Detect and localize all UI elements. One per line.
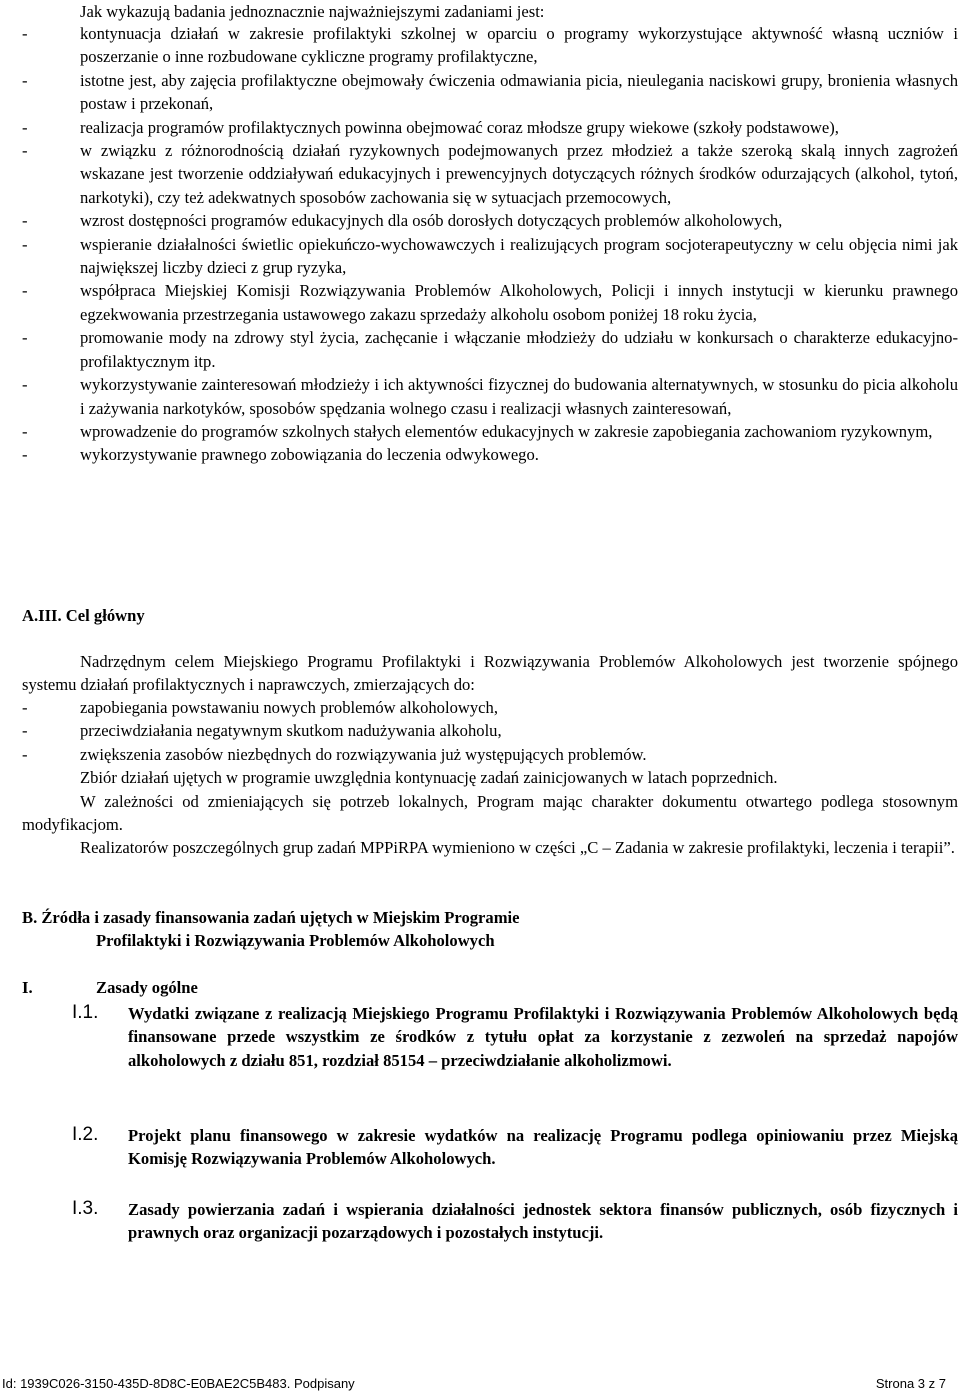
bullet-marker: - xyxy=(22,141,28,161)
bullet-marker: - xyxy=(22,281,28,301)
task-list xyxy=(22,22,958,467)
item-number: I.1. xyxy=(72,1002,99,1023)
bullet-marker: - xyxy=(22,328,28,348)
list-item: - istotne jest, aby zajęcia profilaktyczne obejmowały ćwiczenia odmawiania picia, nieulegania naciskowi grupy, bronienia własnych postaw i przekonań, xyxy=(22,70,958,114)
paragraph: Zbiór działań ujętych w programie uwzględnia kontynuację zadań zainicjowanych w latach poprzednich. xyxy=(80,768,778,787)
bullet-marker: - xyxy=(22,234,28,254)
bullet-marker: - xyxy=(22,211,28,231)
bullet-marker: - xyxy=(22,445,28,465)
bullet-marker: - xyxy=(22,117,28,137)
item-text: Zasady powierzania zadań i wspierania działalności jednostek sektora finansów publicznych, osób fizycznych i prawnych oraz organizacji pozarządowych i pozostałych instytucji. xyxy=(128,1200,958,1243)
bullet-marker: - xyxy=(22,421,28,441)
section-b-heading-line1: B. Źródła i zasady finansowania zadań ujętych w Miejskim Programie xyxy=(22,908,520,927)
bullet-marker: - xyxy=(22,698,28,717)
section-b-heading xyxy=(22,906,520,953)
section-i-number: I. xyxy=(22,978,33,997)
item-text: Wydatki związane z realizacją Miejskiego Programu Profilaktyki i Rozwiązywania Problemów Alkoholowych będą finansowane przede wszystkim ze środków z tytułu opłat za korzystanie z zezwoleń na sprzedaż napojów alkoholowych z działu 851, rozdział 85154 – przeciwdziałanie alkoholizmowi. xyxy=(128,1004,958,1070)
paragraph: W zależności od zmieniających się potrzeb lokalnych, Program mając charakter dokumentu otwartego podlega stosownym modyfikacjom. xyxy=(22,792,958,835)
intro-text: Jak wykazują badania jednoznacznie najważniejszymi zadaniami jest: xyxy=(80,2,545,21)
list-item: - zapobiegania powstawaniu nowych problemów alkoholowych, xyxy=(22,696,958,719)
numbered-item xyxy=(72,1002,958,1072)
section-b-heading-line2: Profilaktyki i Rozwiązywania Problemów Alkoholowych xyxy=(96,931,495,951)
footer-page-number: Strona 3 z 7 xyxy=(875,1376,946,1391)
paragraph: Realizatorów poszczególnych grup zadań MPPiRPA wymieniono w części „C – Zadania w zakresie profilaktyki, leczenia i terapii”. xyxy=(80,838,955,857)
bullet-marker: - xyxy=(22,744,28,764)
footer-document-id: Id: 1939C026-3150-435D-8D8C-E0BAE2C5B483. Podpisany xyxy=(2,1376,355,1391)
list-item: - realizacja programów profilaktycznych powinna obejmować coraz młodsze grupy wiekowe (szkoły podstawowe), xyxy=(22,116,958,139)
goals-list xyxy=(22,696,958,766)
section-a3-lead: Nadrzędnym celem Miejskiego Programu Profilaktyki i Rozwiązywania Problemów Alkoholowych jest tworzenie spójnego systemu działań profilaktycznych i naprawczych, zmierzających do: xyxy=(22,652,958,695)
list-item: - w związku z różnorodnością działań ryzykownych podejmowanych przez młodzież a także szeroką skalą innych zagrożeń wskazane jest tworzenie oddziaływań edukacyjnych i prewencyjnych dotyczących różnych środków odurzających (alkohol, tytoń, narkotyki), czy też adekwatnych sposobów zachowania się w sytuacjach przemocowych, xyxy=(22,141,958,207)
list-item: - zwiększenia zasobów niezbędnych do rozwiązywania już występujących problemów. xyxy=(22,743,958,766)
section-a3-heading: A.III. Cel główny xyxy=(22,606,145,625)
bullet-marker: - xyxy=(22,70,28,90)
list-item: - współpraca Miejskiej Komisji Rozwiązywania Problemów Alkoholowych, Policji i innych instytucji w kierunku prawnego egzekwowania przestrzegania ustawowego zakazu sprzedaży alkoholu osobom poniżej 18 roku życia, xyxy=(22,281,958,324)
list-item: - wykorzystywanie prawnego zobowiązania do leczenia odwykowego. xyxy=(22,443,958,466)
list-item: - wzrost dostępności programów edukacyjnych dla osób dorosłych dotyczących problemów alkoholowych, xyxy=(22,209,958,232)
bullet-marker: - xyxy=(22,375,28,395)
bullet-marker: - xyxy=(22,721,28,741)
section-i-heading xyxy=(22,976,198,999)
list-item: - wprowadzenie do programów szkolnych stałych elementów edukacyjnych w zakresie zapobiegania zachowaniom ryzykownym, xyxy=(22,420,958,443)
numbered-item xyxy=(72,1198,958,1245)
item-number: I.3. xyxy=(72,1198,99,1219)
list-item: - wspieranie działalności świetlic opiekuńczo-wychowawczych i realizujących program socjoterapeutyczny w celu objęcia nimi jak największej liczby dzieci z grup ryzyka, xyxy=(22,234,958,278)
section-i-title: Zasady ogólne xyxy=(96,978,198,997)
item-number: I.2. xyxy=(72,1124,99,1145)
list-item: - przeciwdziałania negatywnym skutkom nadużywania alkoholu, xyxy=(22,719,958,742)
list-item: - wykorzystywanie zainteresowań młodzieży i ich aktywności fizycznej do budowania alternatywnych, w stosunku do picia alkoholu i zażywania narkotyków, sposobów spędzania wolnego czasu i realizacji własnych zainteresowań, xyxy=(22,375,958,418)
item-text: Projekt planu finansowego w zakresie wydatków na realizację Programu podlega opiniowaniu przez Miejską Komisję Rozwiązywania Problemów Alkoholowych. xyxy=(128,1126,958,1169)
numbered-item xyxy=(72,1124,958,1171)
bullet-marker: - xyxy=(22,24,28,43)
list-item: - kontynuacja działań w zakresie profilaktyki szkolnej w oparciu o programy wykorzystujące aktywność własną uczniów i poszerzanie o inne rozbudowane cykliczne programy profilaktyczne, xyxy=(22,24,958,67)
list-item: - promowanie mody na zdrowy styl życia, zachęcanie i włączanie młodzieży do udziału w konkursach o charakterze edukacyjno-profilaktycznym itp. xyxy=(22,328,958,371)
